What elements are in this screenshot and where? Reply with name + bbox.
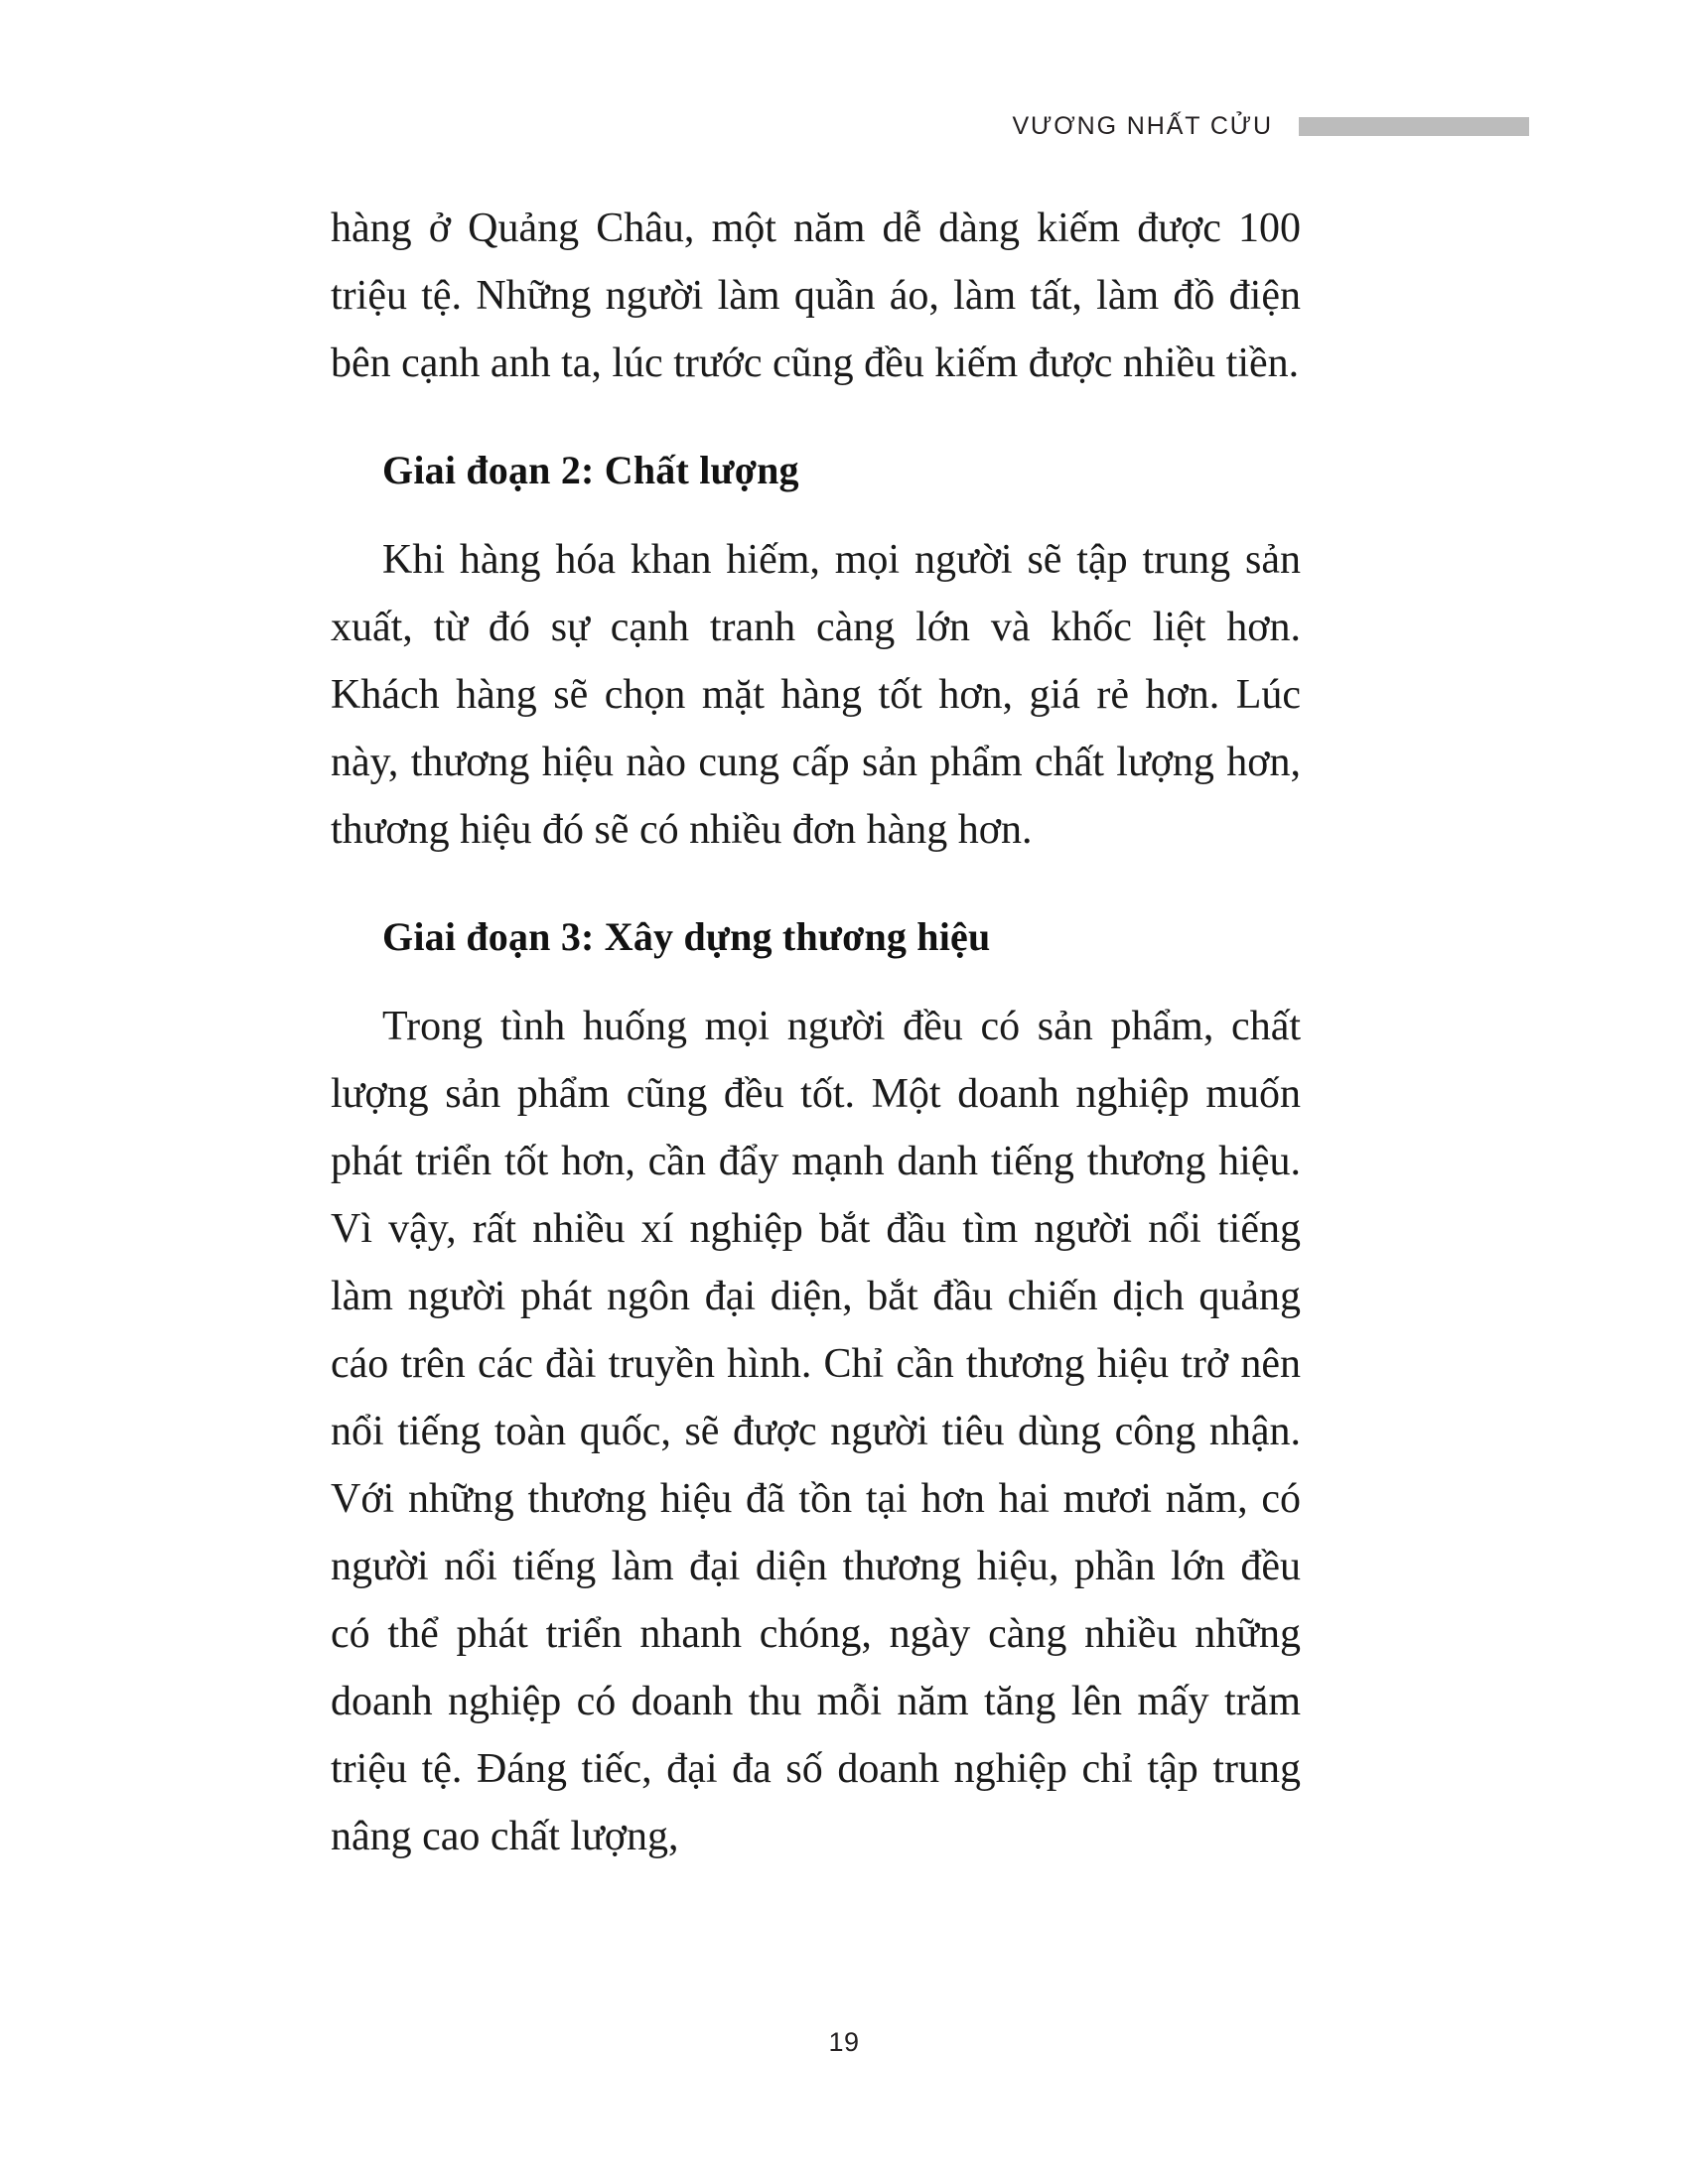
section-heading-stage-3: Giai đoạn 3: Xây dựng thương hiệu: [382, 914, 991, 959]
section-heading-stage-2: Giai đoạn 2: Chất lượng: [382, 448, 799, 492]
running-header: [0, 109, 1529, 143]
header-rule-decoration: [1299, 117, 1529, 136]
spacer: [331, 504, 1301, 526]
paragraph-continued-from-previous-page: hàng ở Quảng Châu, một năm dễ dàng kiếm được 100 triệu tệ. Những người làm quần áo, làm tất, làm đồ điện bên cạnh anh ta, lúc trước cũng đều kiếm được nhiều tiền.: [331, 205, 1301, 386]
spacer: [331, 864, 1301, 903]
text-column: [331, 195, 1301, 1870]
paragraph-stage-3-body: Trong tình huống mọi người đều có sản phẩm, chất lượng sản phẩm cũng đều tốt. Một doanh nghiệp muốn phát triển tốt hơn, cần đẩy mạnh danh tiếng thương hiệu. Vì vậy, rất nhiều xí nghiệp bắt đầu tìm người nổi tiếng làm người phát ngôn đại diện, bắt đầu chiến dịch quảng cáo trên các đài truyền hình. Chỉ cần thương hiệu trở nên nổi tiếng toàn quốc, sẽ được người tiêu dùng công nhận. Với những thương hiệu đã tồn tại hơn hai mươi năm, có người nổi tiếng làm đại diện thương hiệu, phần lớn đều có thể phát triển nhanh chóng, ngày càng nhiều những doanh nghiệp có doanh thu mỗi năm tăng lên mấy trăm triệu tệ. Đáng tiếc, đại đa số doanh nghiệp chỉ tập trung nâng cao chất lượng,: [331, 1004, 1301, 1859]
running-header-author: VƯƠNG NHẤT CỬU: [1012, 111, 1273, 140]
page-number: 19: [828, 2027, 860, 2057]
spacer: [331, 971, 1301, 993]
paragraph-stage-2-body: Khi hàng hóa khan hiếm, mọi người sẽ tập trung sản xuất, từ đó sự cạnh tranh càng lớn và khốc liệt hơn. Khách hàng sẽ chọn mặt hàng tốt hơn, giá rẻ hơn. Lúc này, thương hiệu nào cung cấp sản phẩm chất lượng hơn, thương hiệu đó sẽ có nhiều đơn hàng hơn.: [331, 537, 1301, 853]
spacer: [331, 397, 1301, 437]
